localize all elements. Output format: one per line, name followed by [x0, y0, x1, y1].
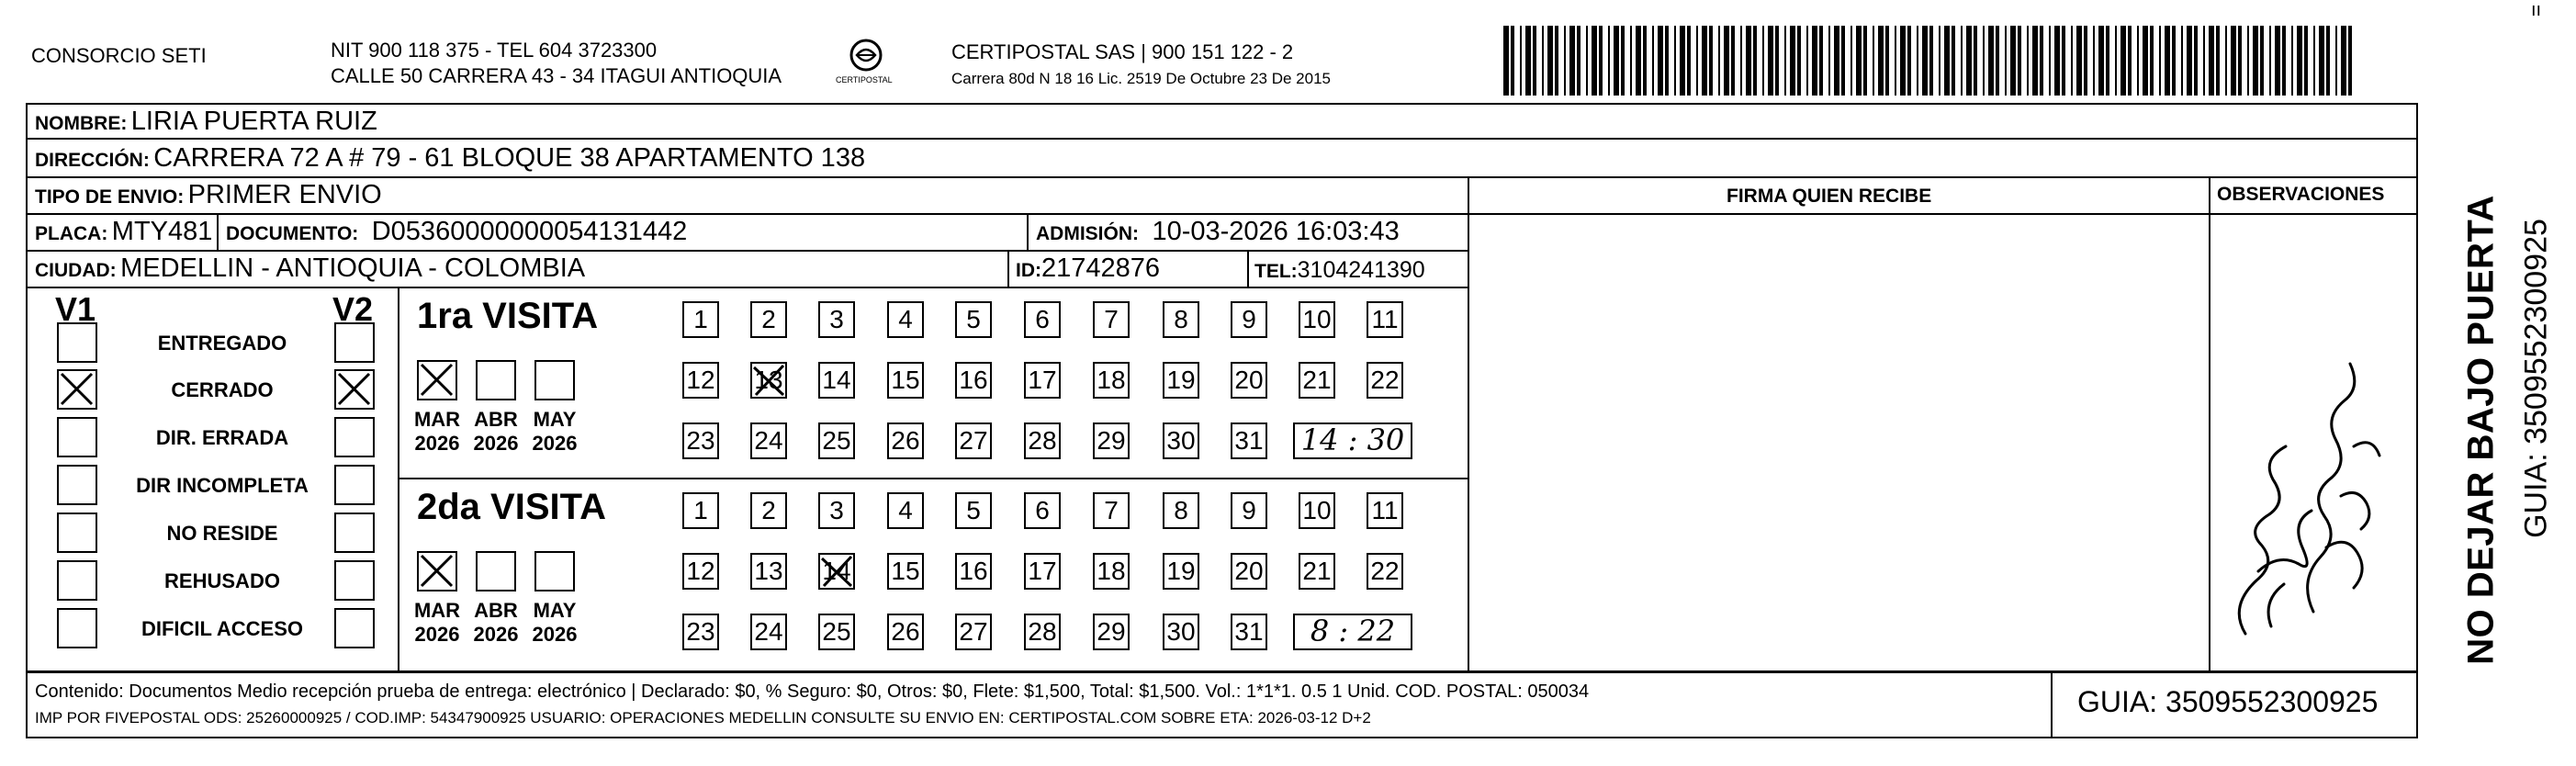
day-box[interactable]: 21 — [1299, 362, 1335, 399]
barcode-bar — [2159, 26, 2161, 96]
admision-cell — [1036, 217, 1400, 247]
barcode-bar — [1511, 26, 1514, 96]
row-divider — [26, 176, 2418, 178]
month-checkbox[interactable] — [417, 551, 457, 591]
day-box[interactable]: 6 — [1024, 301, 1061, 338]
day-box[interactable]: 26 — [887, 614, 924, 650]
barcode-bar — [1775, 26, 1779, 96]
side-panel — [2424, 103, 2554, 738]
barcode-bar — [2062, 26, 2065, 96]
ciudad-value: MEDELLIN - ANTIOQUIA - COLOMBIA — [120, 253, 586, 283]
barcode-bar — [2165, 26, 2170, 96]
col-divider — [1007, 250, 1009, 287]
day-box[interactable]: 17 — [1024, 362, 1061, 399]
tipo-envio-value: PRIMER ENVIO — [187, 180, 382, 209]
barcode-bar — [2027, 26, 2029, 96]
month-year: 2026 — [414, 432, 460, 455]
barcode-bar — [2341, 26, 2346, 96]
time-box[interactable] — [1293, 614, 1412, 650]
barcode-bar — [2106, 26, 2109, 96]
day-box[interactable]: 30 — [1163, 614, 1199, 650]
day-box[interactable]: 6 — [1024, 492, 1061, 529]
v2-checkbox[interactable] — [334, 369, 375, 410]
day-box[interactable]: 4 — [887, 301, 924, 338]
documento-cell — [226, 217, 687, 247]
day-box[interactable]: 3 — [818, 492, 855, 529]
company-nit: NIT 900 118 375 - TEL 604 3723300 — [331, 39, 658, 62]
barcode-bar — [1547, 26, 1553, 96]
tipo-envio-label: TIPO DE ENVIO: — [35, 186, 185, 208]
direccion-value: CARRERA 72 A # 79 - 61 BLOQUE 38 APARTAMENTO 138 — [153, 143, 866, 173]
barcode-bar — [2115, 26, 2117, 96]
month-label — [408, 599, 467, 647]
barcode-bar — [1983, 26, 1985, 96]
day-box[interactable]: 15 — [887, 553, 924, 590]
day-box[interactable]: 19 — [1163, 362, 1199, 399]
ciudad-cell — [35, 253, 585, 284]
documento-value: D05360000000054131442 — [371, 217, 688, 246]
day-box[interactable]: 21 — [1299, 553, 1335, 590]
admision-value: 10-03-2026 16:03:43 — [1152, 217, 1400, 246]
placa-value: MTY481 — [111, 217, 213, 246]
barcode-bar — [2225, 26, 2227, 96]
direccion-row — [35, 143, 865, 174]
barcode-bar — [1599, 26, 1603, 96]
corner-mark: ıı — [2531, 0, 2542, 20]
tel-cell — [1254, 257, 1425, 284]
barcode-bar — [1944, 26, 1950, 96]
day-box[interactable]: 27 — [955, 614, 992, 650]
status-label: DIR. ERRADA — [155, 426, 289, 449]
barcode-bar — [2304, 26, 2308, 96]
day-box[interactable]: 5 — [955, 301, 992, 338]
status-label: CERRADO — [171, 378, 274, 401]
day-box[interactable]: 17 — [1024, 553, 1061, 590]
footer-imp: IMP POR FIVEPOSTAL ODS: 25260000925 / COD.IMP: 54347900925 USUARIO: OPERACIONES MEDELLIN CONSULTE SU ENVIO EN: CERTIPOSTAL.COM SOBRE ETA: 2026-03-12 D+2 — [35, 709, 1371, 727]
handwritten-time: 8 : 22 — [1310, 614, 1396, 648]
barcode-bar — [2194, 26, 2198, 96]
barcode-bar — [2040, 26, 2043, 96]
day-box[interactable]: 15 — [887, 362, 924, 399]
barcode-bar — [2172, 26, 2176, 96]
month-name: MAY — [533, 599, 577, 622]
barcode-bar — [2049, 26, 2051, 96]
ciudad-label: CIUDAD: — [35, 260, 117, 281]
barcode-bar — [1665, 26, 1669, 96]
visit-title: 2da VISITA — [417, 487, 606, 527]
footer-guia: GUIA: 3509552300925 — [2077, 685, 2379, 718]
barcode-bar — [1525, 26, 1531, 96]
status-label: DIFICIL ACCESO — [141, 617, 303, 640]
day-box[interactable]: 28 — [1024, 422, 1061, 459]
barcode-bar — [2084, 26, 2087, 96]
row-divider — [26, 287, 1468, 288]
company-name: CONSORCIO SETI — [31, 44, 207, 67]
id-cell — [1016, 253, 1160, 284]
day-box[interactable]: 9 — [1231, 301, 1267, 338]
barcode-bar — [1939, 26, 1940, 96]
barcode-bar — [1797, 26, 1801, 96]
barcode-bar — [1996, 26, 1999, 96]
day-box[interactable]: 5 — [955, 492, 992, 529]
barcode-bar — [2120, 26, 2126, 96]
tipo-envio-row — [35, 180, 382, 210]
month-year: 2026 — [473, 432, 519, 455]
row-divider — [26, 213, 2418, 215]
day-box[interactable]: 18 — [1093, 553, 1130, 590]
logo-text: CERTIPOSTAL — [836, 75, 893, 84]
barcode-bar — [1724, 26, 1729, 96]
month-label — [467, 408, 525, 456]
barcode-bar — [1828, 26, 1830, 96]
barcode-bar — [1856, 26, 1862, 96]
barcode-bar — [2326, 26, 2330, 96]
month-checkbox[interactable] — [476, 360, 516, 400]
month-name: ABR — [474, 599, 518, 622]
barcode-bar — [2203, 26, 2205, 96]
barcode-bar — [2093, 26, 2095, 96]
barcode-bar — [1812, 26, 1817, 96]
barcode-bar — [1806, 26, 1808, 96]
barcode-bar — [1687, 26, 1691, 96]
barcode-bar — [1873, 26, 1874, 96]
barcode-bar — [1680, 26, 1685, 96]
barcode-bar — [1790, 26, 1795, 96]
month-year: 2026 — [414, 623, 460, 646]
certipostal-info: CERTIPOSTAL SAS | 900 151 122 - 2 — [951, 40, 1294, 63]
barcode-bar — [2238, 26, 2242, 96]
month-checkbox[interactable] — [534, 551, 575, 591]
status-label: ENTREGADO — [157, 332, 287, 355]
day-box[interactable]: 1 — [682, 301, 719, 338]
barcode-bar — [2098, 26, 2104, 96]
barcode-bar — [1731, 26, 1735, 96]
month-checkbox[interactable] — [534, 360, 575, 400]
barcode-bar — [2335, 26, 2337, 96]
barcode-bar — [1753, 26, 1757, 96]
barcode-bar — [1702, 26, 1707, 96]
day-box[interactable]: 31 — [1231, 614, 1267, 650]
barcode-bar — [2143, 26, 2148, 96]
barcode-bar — [2282, 26, 2286, 96]
barcode-bar — [1917, 26, 1918, 96]
barcode-bar — [1922, 26, 1928, 96]
barcode-bar — [1974, 26, 1977, 96]
col-divider — [2209, 176, 2210, 670]
day-box[interactable]: 27 — [955, 422, 992, 459]
day-box[interactable]: 4 — [887, 492, 924, 529]
barcode-bar — [2291, 26, 2293, 96]
barcode-bar — [2313, 26, 2315, 96]
barcode-bar — [1961, 26, 1963, 96]
barcode-bar — [1643, 26, 1647, 96]
barcode-bar — [1621, 26, 1625, 96]
v2-checkbox[interactable] — [334, 322, 375, 363]
barcode-bar — [2150, 26, 2154, 96]
day-box[interactable]: 22 — [1367, 362, 1403, 399]
barcode-bar — [2181, 26, 2183, 96]
day-box[interactable]: 25 — [818, 614, 855, 650]
month-name: MAY — [533, 408, 577, 431]
admision-label: ADMISIÓN: — [1036, 223, 1139, 244]
barcode-bar — [1819, 26, 1823, 96]
time-box[interactable] — [1293, 422, 1412, 459]
placa-label: PLACA: — [35, 223, 108, 244]
col-divider — [1027, 213, 1029, 250]
barcode-bar — [1564, 26, 1566, 96]
barcode-bar — [2319, 26, 2324, 96]
col-divider — [2051, 670, 2053, 738]
barcode-bar — [1929, 26, 1933, 96]
day-box[interactable]: 16 — [955, 362, 992, 399]
barcode-bar — [2209, 26, 2214, 96]
day-box[interactable]: 23 — [682, 422, 719, 459]
side-guia: GUIA: 3509552300925 — [2518, 219, 2554, 538]
day-box[interactable]: 10 — [1299, 492, 1335, 529]
barcode-bar — [2018, 26, 2021, 96]
v2-checkbox[interactable] — [334, 608, 375, 648]
day-box[interactable]: 24 — [750, 422, 787, 459]
day-box[interactable]: 29 — [1093, 422, 1130, 459]
barcode-bar — [1630, 26, 1632, 96]
barcode-bar — [2275, 26, 2280, 96]
day-box[interactable]: 12 — [682, 553, 719, 590]
month-name: MAR — [413, 408, 461, 431]
barcode-bar — [1542, 26, 1544, 96]
month-year: 2026 — [473, 623, 519, 646]
nombre-label: NOMBRE: — [35, 113, 128, 134]
barcode-bar — [1709, 26, 1713, 96]
status-label: REHUSADO — [164, 569, 280, 592]
barcode-bar — [1555, 26, 1558, 96]
placa-cell — [35, 217, 212, 247]
day-box[interactable]: 14 — [818, 553, 855, 590]
day-box[interactable]: 29 — [1093, 614, 1130, 650]
barcode-bar — [1520, 26, 1522, 96]
license-info: Carrera 80d N 18 16 Lic. 2519 De Octubre 23 De 2015 — [951, 70, 1331, 87]
barcode-bar — [1895, 26, 1896, 96]
row-divider — [26, 250, 1468, 252]
day-box[interactable]: 31 — [1231, 422, 1267, 459]
day-box[interactable]: 3 — [818, 301, 855, 338]
day-box[interactable]: 8 — [1163, 492, 1199, 529]
handwritten-signature — [2218, 340, 2392, 643]
visit-divider — [398, 478, 1468, 479]
direccion-label: DIRECCIÓN: — [35, 150, 150, 171]
barcode-bar — [1577, 26, 1580, 96]
barcode-bar — [1740, 26, 1742, 96]
barcode-bar — [2216, 26, 2220, 96]
tel-label: TEL: — [1254, 261, 1298, 282]
barcode-bar — [1768, 26, 1773, 96]
v2-checkbox[interactable] — [334, 417, 375, 457]
barcode-bar — [1696, 26, 1698, 96]
barcode-bar — [1863, 26, 1867, 96]
v2-checkbox[interactable] — [334, 560, 375, 601]
barcode-bar — [1614, 26, 1619, 96]
day-box[interactable]: 7 — [1093, 301, 1130, 338]
barcode-bar — [1885, 26, 1889, 96]
handwritten-time: 14 : 30 — [1300, 422, 1405, 457]
barcode-bar — [2269, 26, 2271, 96]
barcode-bar — [2071, 26, 2073, 96]
month-year: 2026 — [532, 623, 578, 646]
col-divider — [1468, 176, 1469, 670]
day-box[interactable]: 11 — [1367, 492, 1403, 529]
month-label — [467, 599, 525, 647]
day-box[interactable]: 9 — [1231, 492, 1267, 529]
col-divider — [1247, 250, 1249, 287]
v2-checkbox[interactable] — [334, 513, 375, 553]
barcode-bar — [1878, 26, 1884, 96]
barcode-bar — [2260, 26, 2264, 96]
month-label — [408, 408, 467, 456]
observaciones-header: OBSERVACIONES — [2217, 184, 2385, 205]
barcode-bar — [2137, 26, 2139, 96]
day-box[interactable]: 30 — [1163, 422, 1199, 459]
certipostal-logo — [834, 35, 898, 92]
row-divider — [26, 670, 2418, 673]
day-box[interactable]: 28 — [1024, 614, 1061, 650]
barcode-bar — [1784, 26, 1786, 96]
day-box[interactable]: 14 — [818, 362, 855, 399]
barcode — [1503, 26, 2367, 96]
col-divider — [217, 213, 219, 250]
barcode-bar — [1718, 26, 1720, 96]
month-checkbox[interactable] — [476, 551, 516, 591]
day-box[interactable]: 10 — [1299, 301, 1335, 338]
barcode-bar — [2128, 26, 2132, 96]
day-box[interactable]: 13 — [750, 362, 787, 399]
barcode-bar — [1652, 26, 1654, 96]
month-checkbox[interactable] — [417, 360, 457, 400]
month-year: 2026 — [532, 432, 578, 455]
day-box[interactable]: 22 — [1367, 553, 1403, 590]
day-box[interactable]: 16 — [955, 553, 992, 590]
barcode-bar — [1988, 26, 1994, 96]
barcode-bar — [1674, 26, 1676, 96]
day-box[interactable]: 26 — [887, 422, 924, 459]
day-box[interactable]: 18 — [1093, 362, 1130, 399]
visit-title: 1ra VISITA — [417, 296, 599, 336]
barcode-bar — [2076, 26, 2082, 96]
id-value: 21742876 — [1041, 253, 1161, 283]
v1-header: V1 — [55, 290, 96, 328]
day-box[interactable]: 8 — [1163, 301, 1199, 338]
v2-header: V2 — [332, 290, 374, 328]
barcode-bar — [2032, 26, 2038, 96]
barcode-bar — [1592, 26, 1597, 96]
barcode-bar — [1850, 26, 1852, 96]
barcode-bar — [1658, 26, 1663, 96]
status-label: NO RESIDE — [166, 522, 278, 545]
nombre-row — [35, 107, 377, 137]
form-frame — [26, 103, 2418, 738]
id-label: ID: — [1016, 260, 1041, 281]
day-box[interactable]: 2 — [750, 301, 787, 338]
barcode-bar — [2010, 26, 2016, 96]
day-box[interactable]: 13 — [750, 553, 787, 590]
barcode-bar — [1503, 26, 1509, 96]
day-box[interactable]: 1 — [682, 492, 719, 529]
barcode-bar — [2005, 26, 2007, 96]
barcode-bar — [1608, 26, 1610, 96]
day-box[interactable]: 2 — [750, 492, 787, 529]
nombre-value: LIRIA PUERTA RUIZ — [130, 107, 377, 136]
barcode-bar — [1841, 26, 1845, 96]
barcode-bar — [1900, 26, 1906, 96]
day-box[interactable]: 24 — [750, 614, 787, 650]
day-box[interactable]: 25 — [818, 422, 855, 459]
barcode-bar — [2247, 26, 2249, 96]
barcode-bar — [2348, 26, 2352, 96]
barcode-bar — [1533, 26, 1536, 96]
month-name: MAR — [413, 599, 461, 622]
barcode-bar — [1762, 26, 1764, 96]
barcode-bar — [1907, 26, 1911, 96]
day-box[interactable]: 12 — [682, 362, 719, 399]
company-address: CALLE 50 CARRERA 43 - 34 ITAGUI ANTIOQUIA — [331, 64, 782, 87]
month-name: ABR — [474, 408, 518, 431]
barcode-bar — [1746, 26, 1751, 96]
barcode-bar — [1834, 26, 1839, 96]
v2-checkbox[interactable] — [334, 465, 375, 505]
documento-label: DOCUMENTO: — [226, 223, 359, 244]
day-box[interactable]: 11 — [1367, 301, 1403, 338]
barcode-bar — [2253, 26, 2258, 96]
barcode-bar — [1636, 26, 1641, 96]
firma-header: FIRMA QUIEN RECIBE — [1727, 186, 1932, 207]
day-box[interactable]: 7 — [1093, 492, 1130, 529]
barcode-bar — [1569, 26, 1575, 96]
month-label — [525, 599, 584, 647]
barcode-bar — [2187, 26, 2192, 96]
day-box[interactable]: 19 — [1163, 553, 1199, 590]
barcode-bar — [2054, 26, 2060, 96]
footer-contenido: Contenido: Documentos Medio recepción prueba de entrega: electrónico | Declarado: $0, % Seguro: $0, Otros: $0, Flete: $1,500, Total: $1,500. Vol.: 1*1*1. 0.5 1 Unid. COD. POSTAL: 050034 — [35, 682, 1590, 702]
barcode-bar — [2297, 26, 2302, 96]
status-label: DIR INCOMPLETA — [136, 474, 309, 497]
tel-value: 3104241390 — [1297, 257, 1425, 283]
day-box[interactable]: 23 — [682, 614, 719, 650]
month-label — [525, 408, 584, 456]
no-dejar-warning: NO DEJAR BAJO PUERTA — [2460, 195, 2502, 665]
barcode-bar — [1966, 26, 1972, 96]
barcode-bar — [2231, 26, 2236, 96]
row-divider — [26, 138, 2418, 140]
barcode-bar — [1952, 26, 1955, 96]
day-box[interactable]: 20 — [1231, 362, 1267, 399]
barcode-bar — [1586, 26, 1588, 96]
day-box[interactable]: 20 — [1231, 553, 1267, 590]
